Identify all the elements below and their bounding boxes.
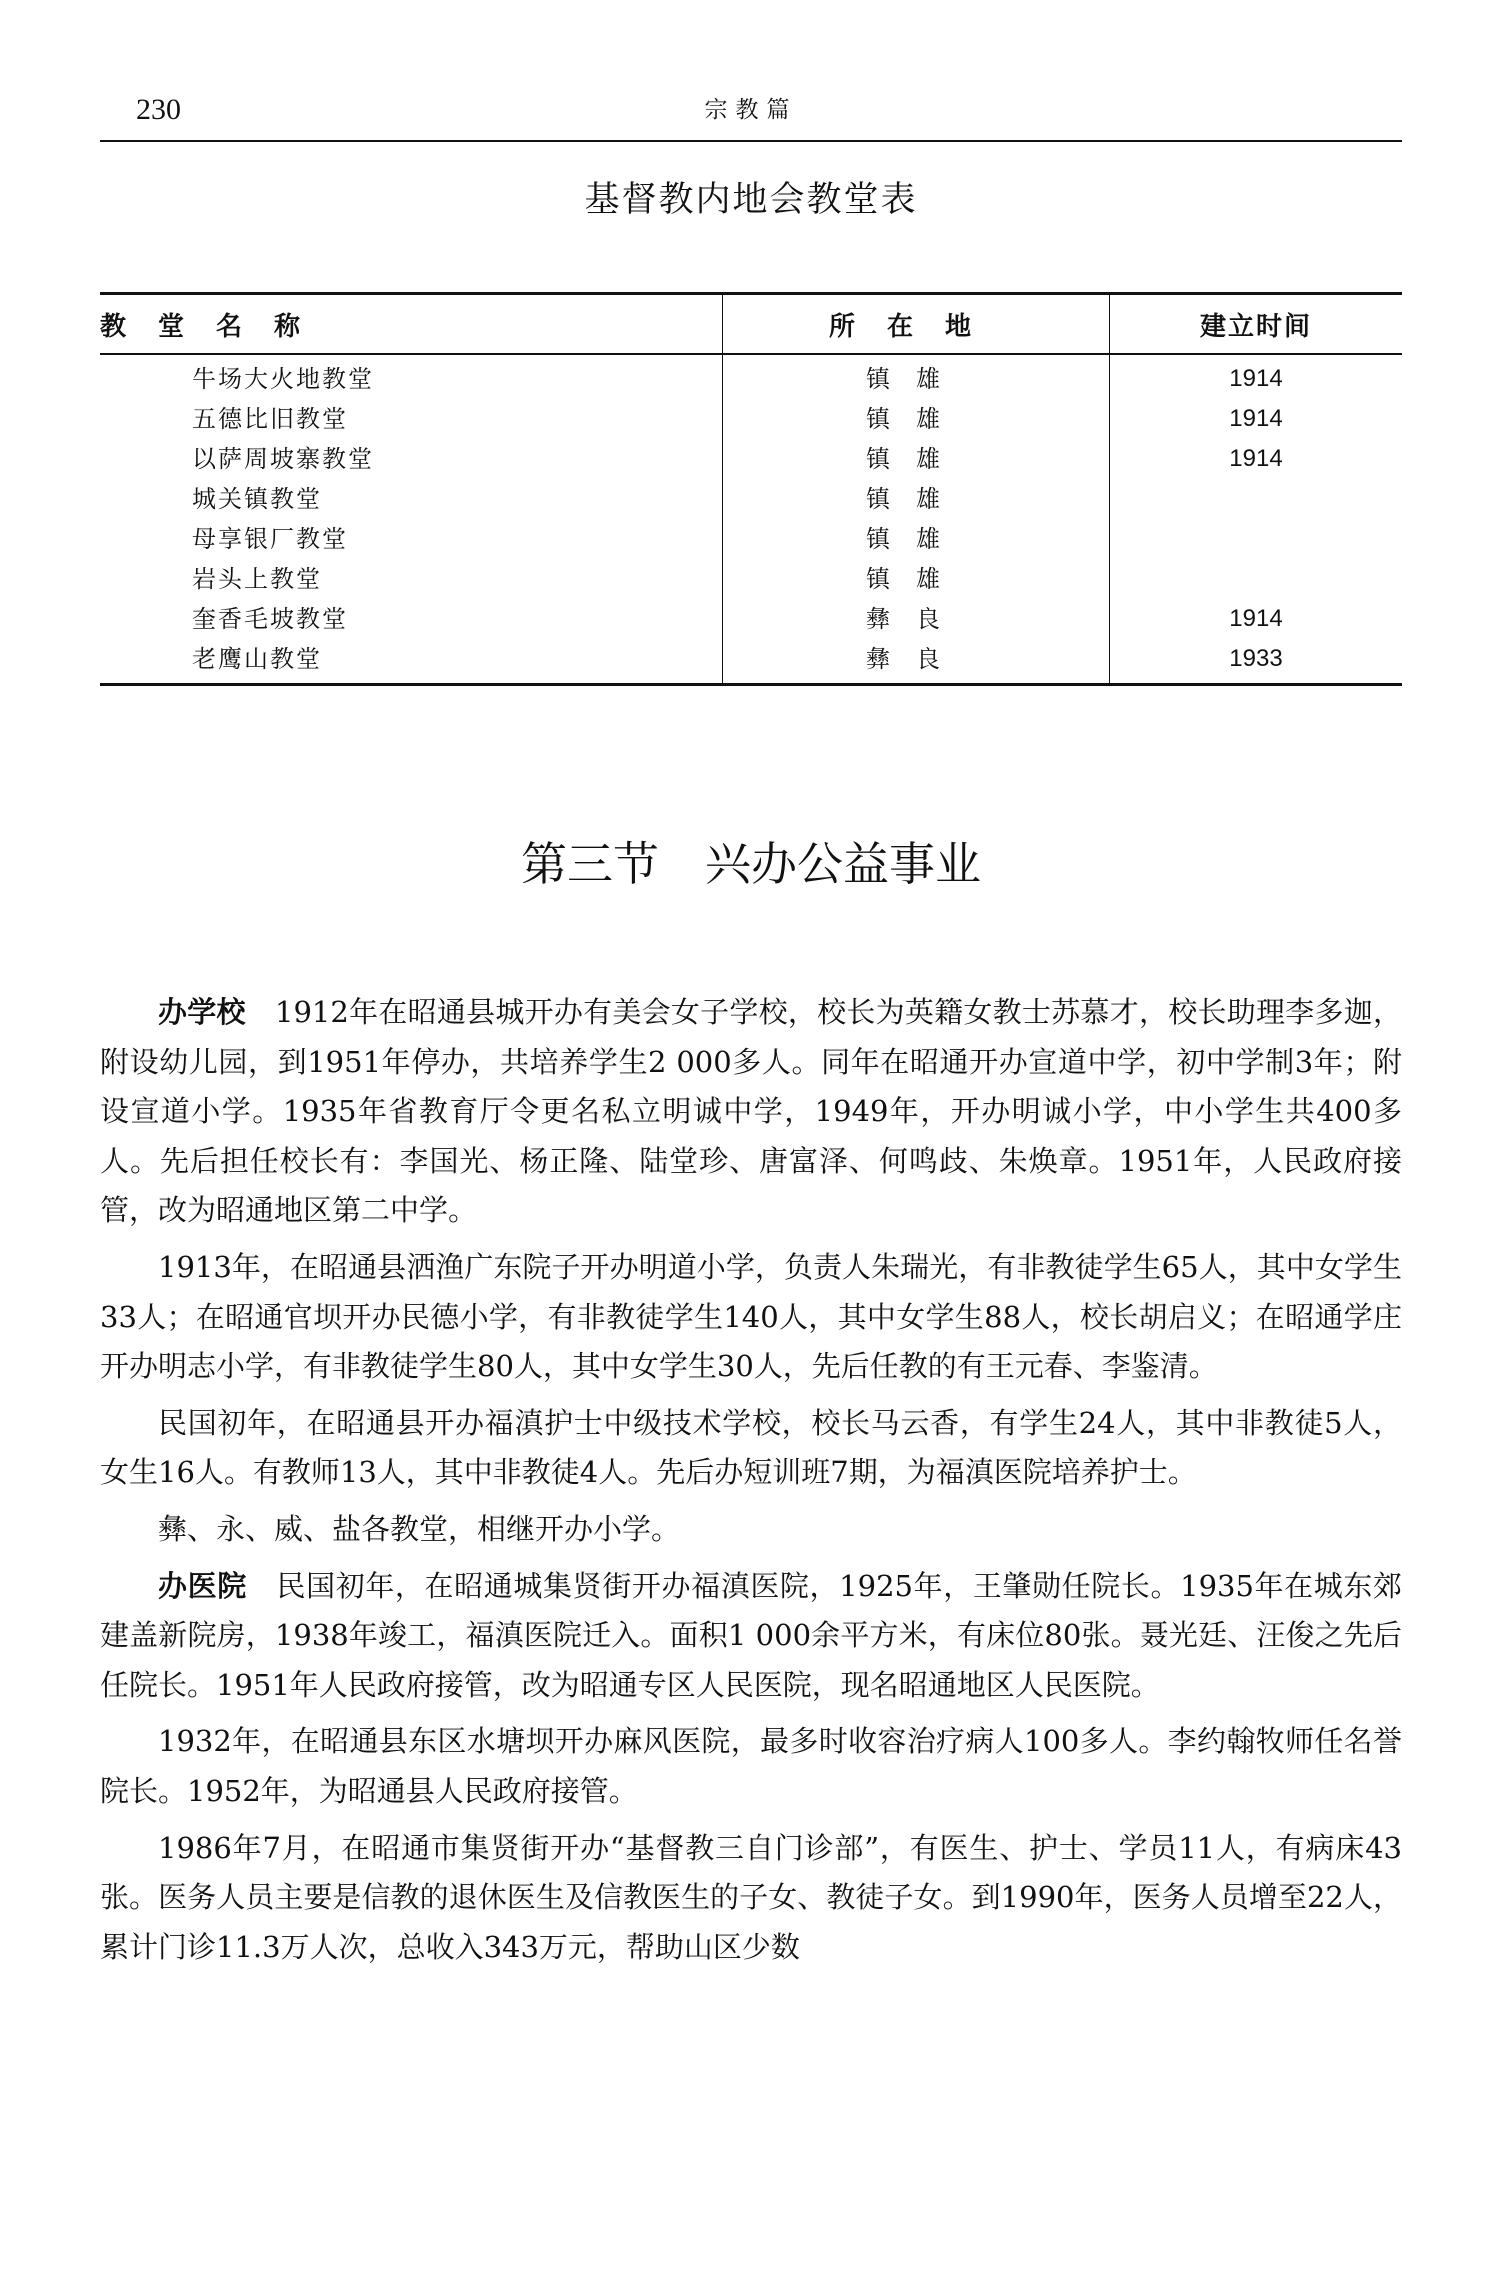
- column-header-location: 所在地: [723, 294, 1110, 355]
- paragraph: [100, 1505, 1402, 1555]
- church-year: 1914: [1229, 405, 1283, 432]
- church-name: 五德比旧教堂: [192, 405, 348, 433]
- church-name: 牛场大火地教堂: [192, 365, 374, 393]
- paragraph: [100, 1399, 1402, 1498]
- church-location: 镇雄: [723, 559, 1110, 599]
- church-name: 老鹰山教堂: [192, 645, 322, 673]
- table-row: [100, 399, 1402, 439]
- paragraph-lead-hospitals: 办医院: [158, 1568, 247, 1603]
- table-row: [100, 479, 1402, 519]
- church-name: 以萨周坡寨教堂: [192, 445, 374, 473]
- church-year: [1110, 479, 1403, 519]
- paragraph-hospitals: [100, 1562, 1402, 1711]
- church-year: 1914: [1229, 605, 1283, 632]
- church-name: 城关镇教堂: [192, 485, 322, 513]
- church-location: 镇雄: [723, 519, 1110, 559]
- table-header-row: [100, 294, 1402, 355]
- paragraph-text: 1932年，在昭通县东区水塘坝开办麻风医院，最多时收容治疗病人100多人。李约翰牧师任名誉院长。1952年，为昭通县人民政府接管。: [100, 1724, 1402, 1808]
- table-row: [100, 599, 1402, 639]
- column-header-year: 建立时间: [1110, 294, 1403, 355]
- church-year: 1933: [1229, 645, 1283, 672]
- paragraph: [100, 1243, 1402, 1392]
- paragraph-schools: [100, 988, 1402, 1236]
- church-location: 镇雄: [723, 399, 1110, 439]
- church-name: 奎香毛坡教堂: [192, 605, 348, 633]
- paragraph-text: 1986年7月，在昭通市集贤街开办“基督教三自门诊部”，有医生、护士、学员11人，有病床43张。医务人员主要是信教的退休医生及信教医生的子女、教徒子女。到1990年，医务人员增至22人，累计门诊11.3万人次，总收入343万元，帮助山区少数: [100, 1830, 1402, 1964]
- page-header: [100, 88, 1402, 142]
- paragraph-text: 1913年，在昭通县洒渔广东院子开办明道小学，负责人朱瑞光，有非教徒学生65人，其中女学生33人；在昭通官坝开办民德小学，有非教徒学生140人，其中女学生88人，校长胡启义；在昭通学庄开办明志小学，有非教徒学生80人，其中女学生30人，先后任教的有王元春、李鉴清。: [100, 1249, 1402, 1384]
- paragraph-lead-schools: 办学校: [158, 995, 246, 1029]
- paragraph-text: 民国初年，在昭通城集贤街开办福滇医院，1925年，王肇勋任院长。1935年在城东郊建盖新院房，1938年竣工，福滇医院迁入。面积1 000余平方米，有床位80张。聂光廷、汪俊之先后任院长。1951年人民政府接管，改为昭通专区人民医院，现名昭通地区人民医院。: [100, 1568, 1402, 1702]
- church-table: [100, 292, 1402, 686]
- page-number: 230: [136, 93, 181, 126]
- church-year: 1914: [1229, 445, 1283, 472]
- running-head: 宗教篇: [704, 97, 798, 123]
- column-header-name: 教堂名称: [100, 294, 723, 355]
- church-location: 彝良: [723, 639, 1110, 685]
- table-title: 基督教内地会教堂表: [584, 180, 918, 220]
- church-name: 母享银厂教堂: [192, 525, 348, 553]
- church-location: 镇雄: [723, 354, 1110, 399]
- paragraph-text: 1912年在昭通县城开办有美会女子学校，校长为英籍女教士苏慕才，校长助理李多迦，附设幼儿园，到1951年停办，共培养学生2 000多人。同年在昭通开办宣道中学，初中学制3年；附设宣道小学。1935年省教育厅令更名私立明诚中学，1949年，开办明诚小学，中小学生共400多人。先后担任校长有：李国光、杨正隆、陆堂珍、唐富泽、何鸣歧、朱焕章。1951年，人民政府接管，改为昭通地区第二中学。: [100, 995, 1402, 1228]
- paragraph: [100, 1824, 1402, 1973]
- table-row: [100, 559, 1402, 599]
- church-name: 岩头上教堂: [192, 565, 322, 593]
- paragraph-text: 彝、永、威、盐各教堂，相继开办小学。: [158, 1511, 681, 1546]
- paragraph-text: 民国初年，在昭通县开办福滇护士中级技术学校，校长马云香，有学生24人，其中非教徒5人，女生16人。有教师13人，其中非教徒4人。先后办短训班7期，为福滇医院培养护士。: [100, 1405, 1402, 1490]
- table-row: [100, 519, 1402, 559]
- table-row: [100, 354, 1402, 399]
- church-location: 镇雄: [723, 439, 1110, 479]
- section-title: 第三节 兴办公益事业: [521, 837, 981, 891]
- table-row: [100, 639, 1402, 685]
- church-year: [1110, 519, 1403, 559]
- church-year: 1914: [1229, 365, 1283, 392]
- church-location: 彝良: [723, 599, 1110, 639]
- body-text: [100, 988, 1402, 1979]
- church-year: [1110, 559, 1403, 599]
- church-location: 镇雄: [723, 479, 1110, 519]
- paragraph: [100, 1717, 1402, 1816]
- table-row: [100, 439, 1402, 479]
